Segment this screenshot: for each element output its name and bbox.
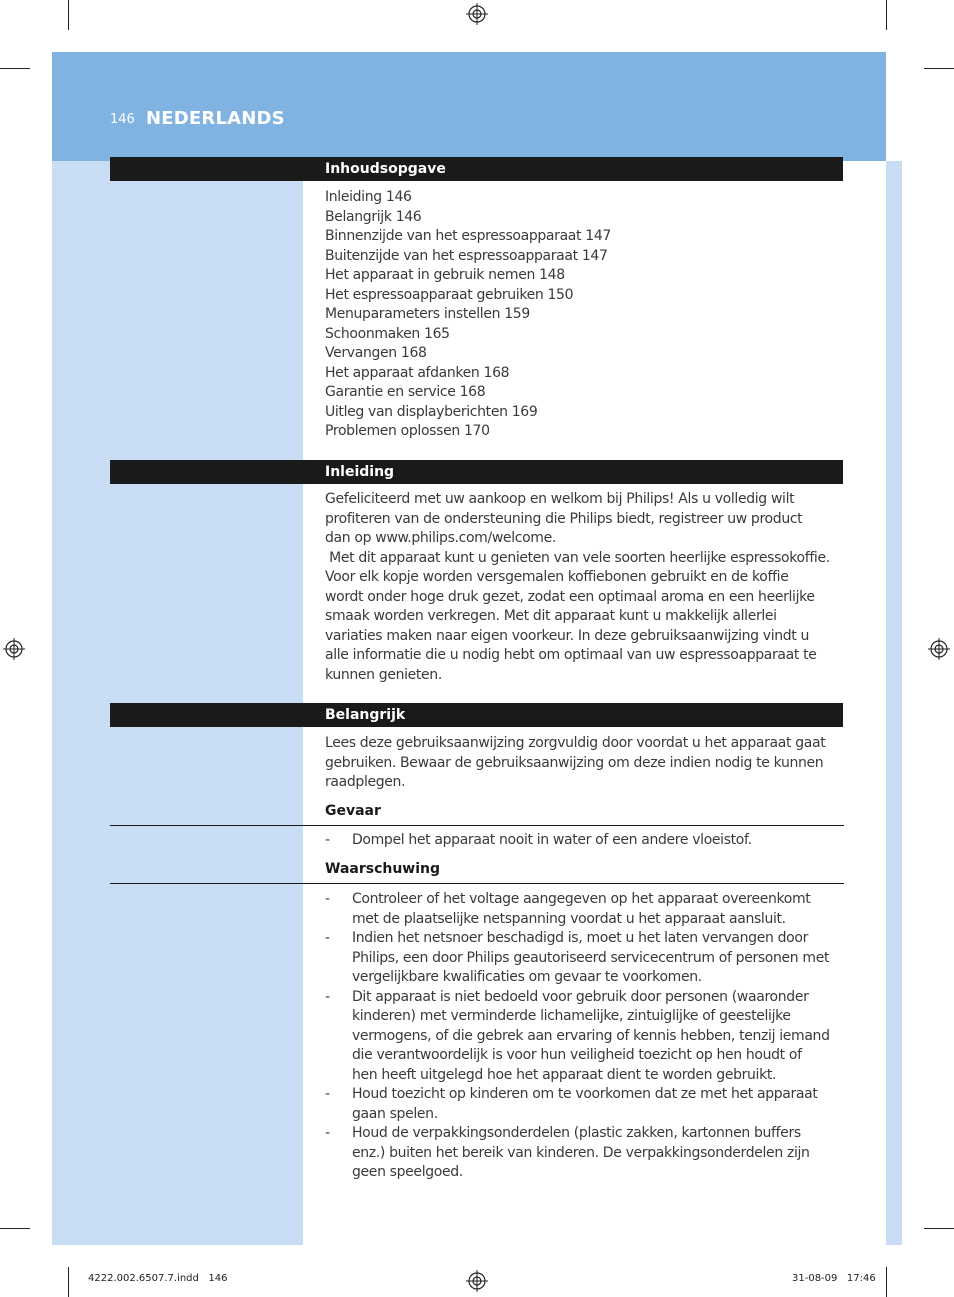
- toc-item: Schoonmaken 165: [325, 325, 450, 342]
- text-line: Dit apparaat is niet bedoeld voor gebruik door personen (waaronder: [352, 988, 809, 1005]
- text-line: Indien het netsnoer beschadigd is, moet u het laten vervangen door: [352, 930, 808, 946]
- important-paragraph: [325, 734, 825, 793]
- crop-mark: [886, 0, 887, 30]
- toc-title: Inhoudsopgave: [325, 161, 446, 177]
- text-line: Houd toezicht op kinderen om te voorkomen dat ze met het apparaat: [352, 1086, 818, 1102]
- text-line: kunnen genieten.: [325, 666, 442, 683]
- warning-rule: [110, 883, 844, 884]
- important-section-bar: [110, 703, 843, 727]
- text-line: Gefeliciteerd met uw aankoop en welkom bij Philips! Als u volledig wilt: [325, 491, 795, 507]
- warning-list: [325, 890, 830, 1183]
- danger-list: [325, 831, 752, 851]
- bullet-dash: -: [325, 1086, 330, 1102]
- text-line: Lees deze gebruiksaanwijzing zorgvuldig door voordat u het apparaat gaat: [325, 735, 826, 751]
- bullet-dash: -: [325, 930, 330, 946]
- text-line: Dompel het apparaat nooit in water of een andere vloeistof.: [352, 832, 752, 848]
- text-line: Met dit apparaat kunt u genieten van vele soorten heerlijke espressokoffie.: [325, 549, 830, 566]
- text-line: wordt onder hoge druk gezet, zodat een optimaal aroma en een heerlijke: [325, 588, 815, 605]
- language-heading: NEDERLANDS: [146, 108, 285, 129]
- crop-mark: [68, 0, 69, 30]
- text-line: kinderen) met verminderde lichamelijke, zintuiglijke of geestelijke: [352, 1008, 791, 1024]
- footer-datetime: 31-08-09 17:46: [792, 1273, 876, 1284]
- list-item: [325, 1124, 830, 1183]
- text-line: smaak worden verkregen. Met dit apparaat kunt u makkelijk allerlei: [325, 608, 777, 624]
- text-line: gaan spelen.: [352, 1105, 438, 1122]
- text-line: met de plaatselijke netspanning voordat u het apparaat aansluit.: [352, 910, 786, 927]
- intro-title: Inleiding: [325, 464, 395, 480]
- registration-mark-icon: [466, 1270, 488, 1292]
- crop-mark: [68, 1267, 69, 1297]
- toc-item: Het apparaat afdanken 168: [325, 364, 510, 381]
- footer-file-name: 4222.002.6507.7.indd 146: [88, 1273, 228, 1284]
- header-band: [52, 52, 886, 161]
- toc-item: Het espressoapparaat gebruiken 150: [325, 286, 574, 303]
- text-line: vergelijkbare kwalificaties om gevaar te voorkomen.: [352, 969, 702, 985]
- danger-heading: Gevaar: [325, 803, 381, 819]
- list-item: [325, 890, 830, 929]
- list-item: [325, 1085, 830, 1124]
- registration-mark-icon: [928, 638, 950, 660]
- text-line: die verantwoordelijk is voor hun veiligheid toezicht op hen houdt of: [352, 1047, 802, 1063]
- text-line: vermogens, of die gebrek aan ervaring of kennis hebben, tenzij iemand: [352, 1027, 830, 1044]
- registration-mark-icon: [466, 3, 488, 25]
- text-line: profiteren van de ondersteuning die Philips biedt, registreer uw product: [325, 510, 803, 527]
- crop-mark: [924, 1228, 954, 1229]
- toc-item: Het apparaat in gebruik nemen 148: [325, 267, 565, 283]
- page-number: 146: [110, 112, 135, 127]
- intro-section-bar: [110, 460, 843, 484]
- toc-item: Inleiding 146: [325, 189, 412, 205]
- toc-item: Belangrijk 146: [325, 208, 422, 225]
- text-line: geen speelgoed.: [352, 1164, 463, 1180]
- text-line: raadplegen.: [325, 774, 406, 790]
- toc-item: Problemen oplossen 170: [325, 423, 490, 439]
- text-line: hen heeft uitgelegd hoe het apparaat dient te worden gebruikt.: [352, 1066, 777, 1083]
- text-line: enz.) buiten het bereik van kinderen. De verpakkingsonderdelen zijn: [352, 1144, 810, 1161]
- text-line: Controleer of het voltage aangegeven op het apparaat overeenkomt: [352, 891, 811, 907]
- bullet-dash: -: [325, 832, 330, 848]
- text-line: dan op www.philips.com/welcome.: [325, 530, 556, 546]
- toc-section-bar: [110, 157, 843, 181]
- bullet-dash: -: [325, 988, 330, 1005]
- bullet-dash: -: [325, 1125, 330, 1141]
- toc-item: Menuparameters instellen 159: [325, 306, 530, 322]
- danger-rule: [110, 825, 844, 826]
- warning-heading: Waarschuwing: [325, 861, 441, 877]
- toc-item: Uitleg van displayberichten 169: [325, 403, 538, 420]
- list-item: [325, 988, 830, 1086]
- crop-mark: [886, 1267, 887, 1297]
- important-title: Belangrijk: [325, 707, 406, 723]
- intro-paragraph: [325, 490, 830, 685]
- toc-item: Vervangen 168: [325, 345, 427, 361]
- registration-mark-icon: [3, 638, 25, 660]
- list-item: [325, 929, 830, 988]
- text-line: Philips, een door Philips geautoriseerd servicecentrum of personen met: [352, 949, 830, 966]
- toc-item: Buitenzijde van het espressoapparaat 147: [325, 247, 608, 264]
- text-line: Voor elk kopje worden versgemalen koffiebonen gebruikt en de koffie: [325, 569, 789, 585]
- text-line: gebruiken. Bewaar de gebruiksaanwijzing om deze indien nodig te kunnen: [325, 754, 824, 771]
- text-line: alle informatie die u nodig hebt om optimaal van uw espressoapparaat te: [325, 647, 817, 663]
- crop-mark: [0, 1228, 30, 1229]
- list-item: [325, 831, 752, 851]
- crop-mark: [924, 68, 954, 69]
- toc-item: Binnenzijde van het espressoapparaat 147: [325, 228, 611, 244]
- text-line: variaties maken naar eigen voorkeur. In deze gebruiksaanwijzing vindt u: [325, 627, 810, 644]
- right-margin-strip: [886, 161, 902, 1245]
- toc-list: [325, 188, 611, 442]
- toc-item: Garantie en service 168: [325, 384, 486, 400]
- crop-mark: [0, 68, 30, 69]
- bullet-dash: -: [325, 891, 330, 907]
- text-line: Houd de verpakkingsonderdelen (plastic zakken, kartonnen buffers: [352, 1125, 801, 1141]
